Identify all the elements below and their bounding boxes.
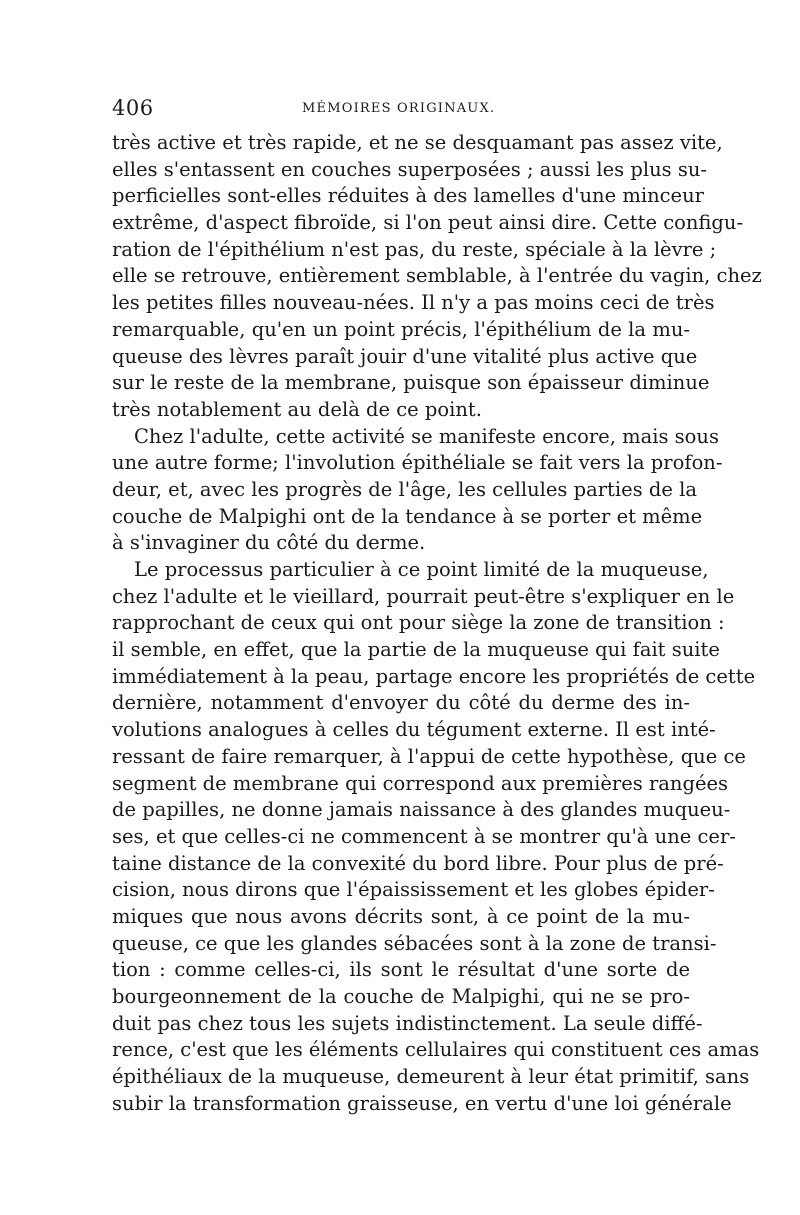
text-line: volutions analogues à celles du tégument externe. Il est inté- xyxy=(112,718,716,742)
text-line: les petites filles nouveau-nées. Il n'y a pas moins ceci de très xyxy=(112,291,715,315)
text-line: de papilles, ne donne jamais naissance à des glandes muqueu- xyxy=(112,798,731,822)
text-line: couche de Malpighi ont de la tendance à se porter et même xyxy=(112,504,703,528)
text-line: cision, nous dirons que l'épaississement et les globes épider- xyxy=(112,878,715,902)
text-line: miques que nous avons décrits sont, à ce point de la mu- xyxy=(112,904,690,928)
text-line: il semble, en effet, que la partie de la muqueuse qui fait suite xyxy=(112,638,720,662)
text-line: extrême, d'aspect fibroïde, si l'on peut ainsi dire. Cette configu- xyxy=(112,211,744,235)
text-line: ses, et que celles-ci ne commencent à se montrer qu'à une cer- xyxy=(112,824,736,848)
text-line: rapprochant de ceux qui ont pour siège la zone de transition : xyxy=(112,611,725,635)
text-line: queuse des lèvres paraît jouir d'une vitalité plus active que xyxy=(112,344,698,368)
text-line: remarquable, qu'en un point précis, l'épithélium de la mu- xyxy=(112,317,690,341)
text-line: subir la transformation graisseuse, en vertu d'une loi générale xyxy=(112,1091,732,1115)
text-line: elle se retrouve, entièrement semblable, à l'entrée du vagin, chez xyxy=(112,264,762,288)
text-line: perficielles sont-elles réduites à des lamelles d'une minceur xyxy=(112,184,704,208)
text-line: bourgeonnement de la couche de Malpighi, qui ne se pro- xyxy=(112,985,690,1008)
text-line: une autre forme; l'involution épithéliale se fait vers la profon- xyxy=(112,451,723,475)
text-line: elles s'entassent en couches superposées ; aussi les plus su- xyxy=(112,157,708,181)
text-line: dernière, notamment d'envoyer du côté du derme des in- xyxy=(112,691,690,715)
body-text xyxy=(112,130,762,1117)
text-line: segment de membrane qui correspond aux premières rangées xyxy=(112,771,729,795)
text-line: épithéliaux de la muqueuse, demeurent à leur état primitif, sans xyxy=(112,1065,750,1089)
paragraph-first-line: Le processus particulier à ce point limité de la muqueuse, xyxy=(134,558,709,581)
text-line: ration de l'épithélium n'est pas, du reste, spéciale à la lèvre ; xyxy=(112,237,717,261)
running-header xyxy=(112,96,692,124)
paragraph-end-line: à s'invaginer du côté du derme. xyxy=(112,531,426,555)
text-line: duit pas chez tous les sujets indistinctement. La seule diffé- xyxy=(112,1011,703,1035)
text-line: chez l'adulte et le vieillard, pourrait peut-être s'expliquer en le xyxy=(112,584,735,608)
text-line: deur, et, avec les progrès de l'âge, les cellules parties de la xyxy=(112,477,697,501)
running-title: MÉMOIRES ORIGINAUX. xyxy=(302,101,496,116)
text-line: sur le reste de la membrane, puisque son épaisseur diminue xyxy=(112,371,710,395)
paragraph-end-line: très notablement au delà de ce point. xyxy=(112,397,482,421)
text-line: très active et très rapide, et ne se desquamant pas assez vite, xyxy=(112,131,723,154)
text-line: immédiatement à la peau, partage encore les propriétés de cette xyxy=(112,664,756,688)
text-line: rence, c'est que les éléments cellulaires qui constituent ces amas xyxy=(112,1038,760,1062)
text-line: queuse, ce que les glandes sébacées sont à la zone de transi- xyxy=(112,931,717,955)
text-line: ressant de faire remarquer, à l'appui de cette hypothèse, que ce xyxy=(112,744,746,768)
page-number: 406 xyxy=(112,96,154,120)
paragraph-first-line: Chez l'adulte, cette activité se manifeste encore, mais sous xyxy=(134,424,719,448)
text-line: taine distance de la convexité du bord libre. Pour plus de pré- xyxy=(112,851,724,875)
text-line: tion : comme celles-ci, ils sont le résultat d'une sorte de xyxy=(112,958,690,982)
